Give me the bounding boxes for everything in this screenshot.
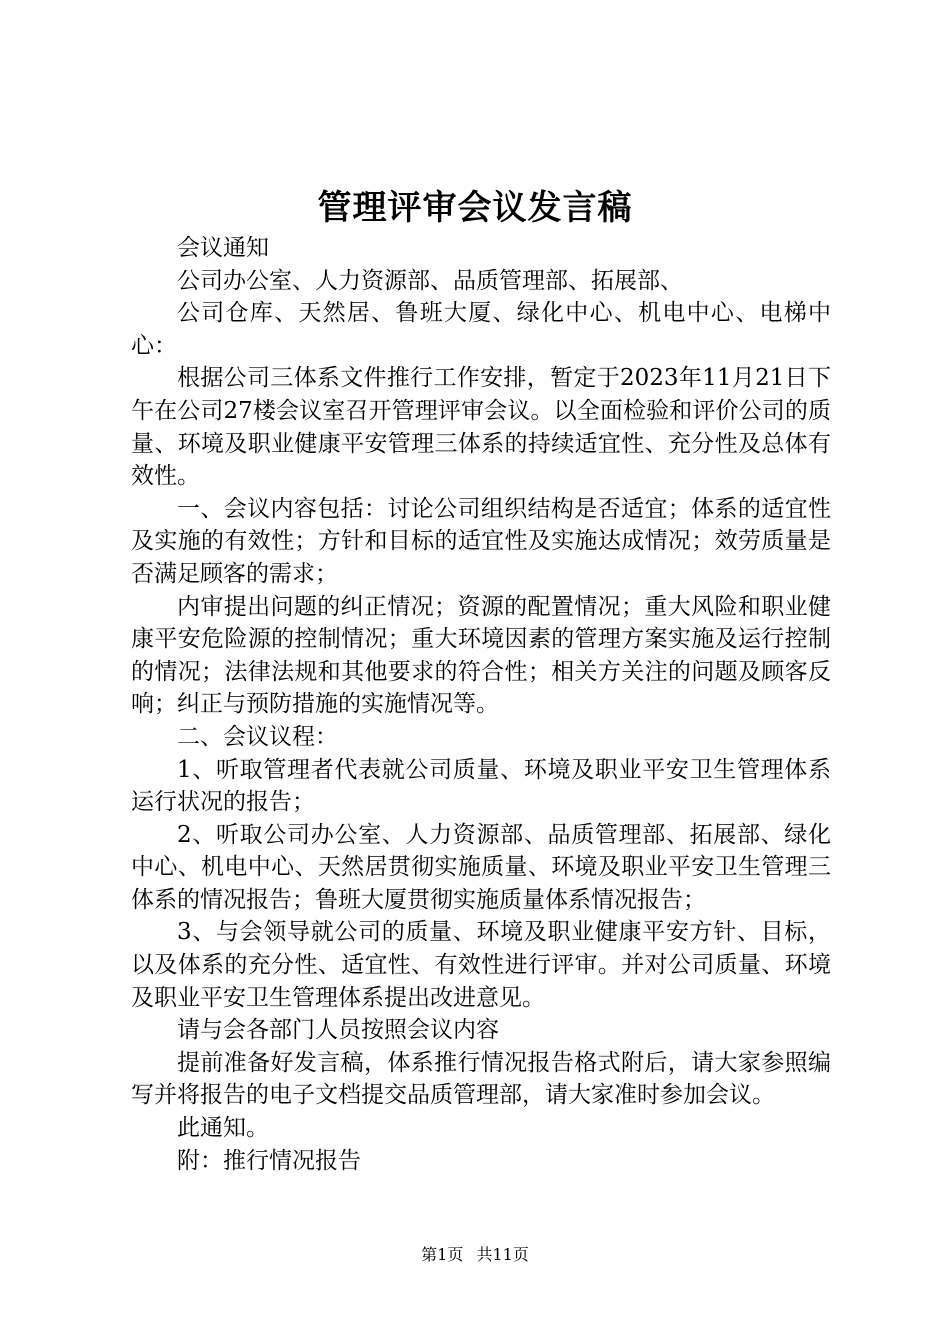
- paragraph-recipients-1: 公司办公室、人力资源部、品质管理部、拓展部、: [177, 267, 683, 294]
- paragraph-content-2: 内审提出问题的纠正情况；资源的配置情况；重大风险和职业健康平安危险源的控制情况；重大环境因素的管理方案实施及运行控制的情况；法律法规和其他要求的符合性；相关方关注的问题及顾客反响；纠正与预防措施的实施情况等。: [131, 593, 831, 718]
- page-total: 共11页: [476, 1245, 529, 1264]
- page-footer: [0, 1245, 950, 1265]
- paragraph-attachment: 附：推行情况报告: [177, 1147, 361, 1174]
- paragraph-agenda-1: 1、听取管理者代表就公司质量、环境及职业平安卫生管理体系运行状况的报告；: [131, 756, 831, 816]
- paragraph-schedule: 根据公司三体系文件推行工作安排，暂定于2023年11月21日下午在公司27楼会议室召开管理评审会议。以全面检验和评价公司的质量、环境及职业健康平安管理三体系的持续适宜性、充分性及总体有效性。: [131, 365, 831, 490]
- paragraph-content-1: 一、会议内容包括：讨论公司组织结构是否适宜；体系的适宜性及实施的有效性；方针和目标的适宜性及实施达成情况；效劳质量是否满足顾客的需求；: [131, 495, 831, 587]
- paragraph-agenda-heading: 二、会议议程：: [177, 723, 338, 750]
- document-title: 管理评审会议发言稿: [317, 188, 633, 228]
- document-body: [131, 232, 831, 1177]
- paragraph-recipients-2: 公司仓库、天然居、鲁班大厦、绿化中心、机电中心、电梯中心：: [131, 300, 831, 359]
- paragraph-agenda-2: 2、听取公司办公室、人力资源部、品质管理部、拓展部、绿化中心、机电中心、天然居贯彻实施质量、环境及职业平安卫生管理三体系的情况报告；鲁班大厦贯彻实施质量体系情况报告；: [131, 821, 831, 913]
- paragraph-closing: 此通知。: [177, 1115, 269, 1142]
- page-number: 第1页: [421, 1245, 464, 1264]
- paragraph-notice-heading: 会议通知: [177, 235, 269, 261]
- paragraph-request-2: 提前准备好发言稿，体系推行情况报告格式附后，请大家参照编写并将报告的电子文档提交品质管理部，请大家准时参加会议。: [131, 1049, 831, 1109]
- paragraph-request-1: 请与会各部门人员按照会议内容: [177, 1017, 499, 1044]
- paragraph-agenda-3: 3、与会领导就公司的质量、环境及职业健康平安方针、目标，以及体系的充分性、适宜性、有效性进行评审。并对公司质量、环境及职业平安卫生管理体系提出改进意见。: [131, 919, 831, 1011]
